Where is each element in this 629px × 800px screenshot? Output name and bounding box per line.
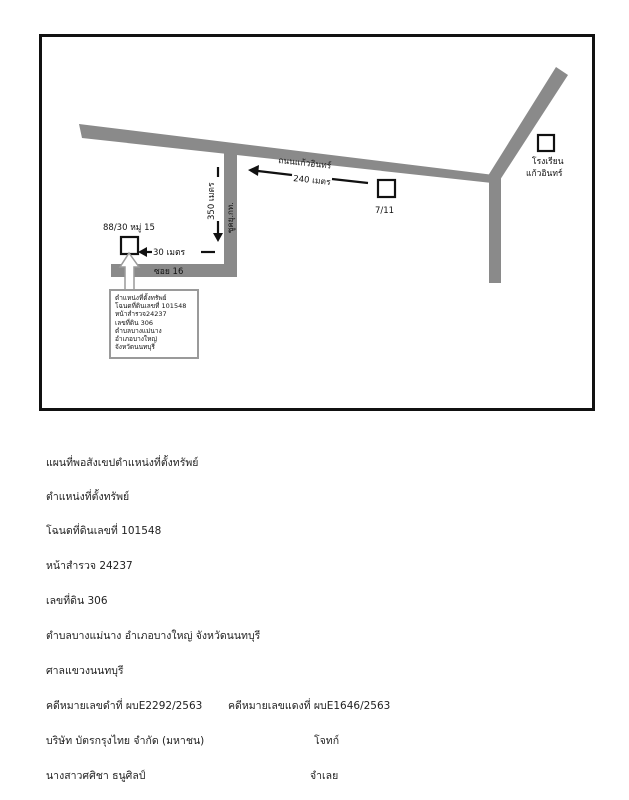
property-label: 88/30 หมู่ 15 <box>103 223 155 233</box>
location-heading: ตำแหน่งที่ตั้งทรัพย์ <box>46 491 130 503</box>
court: ศาลแขวงนนทบุรี <box>46 665 124 677</box>
land-number: เลขที่ดิน 306 <box>46 595 108 607</box>
property-icon <box>121 237 138 254</box>
address: ตำบลบางแม่นาง อำเภอบางใหญ่ จังหวัดนนทบุรี <box>46 630 261 642</box>
branch-road-label: ซูคยุ.กท. <box>226 202 235 233</box>
callout-line: ตำบลบางแม่นาง <box>115 326 162 335</box>
distance-350-label: 350 เมตร <box>207 182 217 220</box>
deed-number: โฉนดที่ดินเลขที่ 101548 <box>46 525 162 537</box>
soi-label: ซอย 16 <box>154 267 184 277</box>
callout-line: ตำแหน่งที่ตั้งทรัพย์ <box>115 294 167 302</box>
plaintiff-role: โจทก์ <box>314 735 340 747</box>
arrow-30-head <box>138 247 147 257</box>
plaintiff-name: บริษัท บัตรกรุงไทย จำกัด (มหาชน) <box>46 735 205 747</box>
main-road-label: ถนนแก้วอินทร์ <box>277 156 332 172</box>
school-icon <box>538 135 554 151</box>
landmark-711-icon <box>378 180 395 197</box>
junction-road <box>489 177 501 283</box>
property-callout <box>109 289 199 359</box>
callout-line: โฉนดที่ดินเลขที่ 101548 <box>115 302 187 311</box>
arrow-350-head <box>213 233 223 242</box>
survey-page: หน้าสำรวจ 24237 <box>46 560 133 572</box>
school-label-line2: แก้วอินทร์ <box>526 169 563 179</box>
distance-240-label: 240 เมตร <box>292 174 332 188</box>
landmark-711-label: 7/11 <box>375 206 395 216</box>
callout-line: อำเภอบางใหญ่ <box>115 335 157 344</box>
callout-line: หน้าสำรวจ24237 <box>115 310 167 319</box>
arrow-240-head <box>248 165 259 176</box>
callout-line: จังหวัดนนทบุรี <box>115 343 155 352</box>
defendant-role: จำเลย <box>310 770 339 782</box>
arrow-240-shaft <box>258 171 292 175</box>
school-label-line1: โรงเรียน <box>532 157 564 167</box>
arrow-240-tail <box>332 179 368 183</box>
case-red: คดีหมายเลขแดงที่ ผบE1646/2563 <box>228 700 391 712</box>
location-map <box>39 34 595 411</box>
case-black: คดีหมายเลขดำที่ ผบE2292/2563 <box>46 700 203 712</box>
map-title: แผนที่พอสังเขปตำแหน่งที่ตั้งทรัพย์ <box>46 457 199 469</box>
distance-30-label: 30 เมตร <box>153 248 186 258</box>
callout-line: เลขที่ดิน 306 <box>115 318 154 327</box>
defendant-name: นางสาวศศิชา ธนูศิลป์ <box>46 770 146 782</box>
